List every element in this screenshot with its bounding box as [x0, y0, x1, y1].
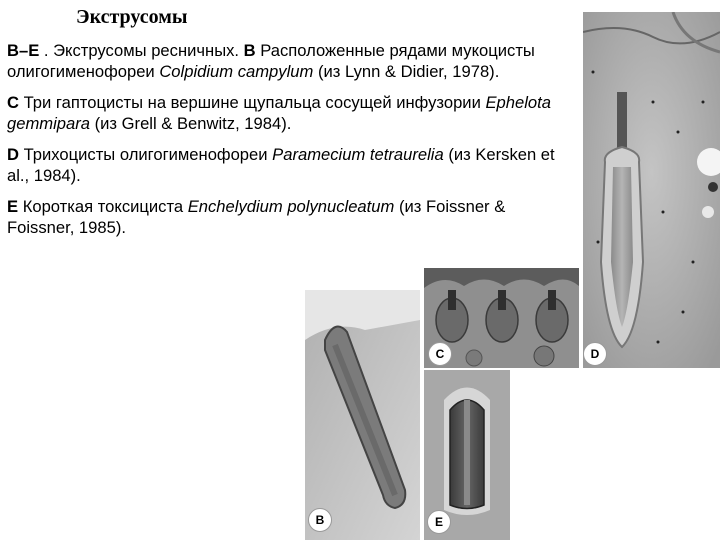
caption-paragraph-e: E Короткая токсициста Enchelydium polynucleatum (из Foissner & Foissner, 1985).: [7, 197, 506, 237]
figure-caption: [7, 40, 577, 248]
panel-label-e: E: [427, 510, 451, 534]
panel-label-c: C: [428, 342, 452, 366]
page-title: Экструсомы: [76, 6, 188, 28]
micrograph-panel-e: [424, 370, 510, 540]
micrograph-panel-c: [424, 268, 579, 368]
panel-label-d: D: [583, 342, 607, 366]
caption-paragraph-d: D Трихоцисты олигогименофореи Paramecium tetraurelia (из Kersken et al., 1984).: [7, 145, 555, 185]
micrograph-panel-b: [305, 290, 420, 540]
panel-label-b: B: [308, 508, 332, 532]
micrograph-panel-d: [583, 12, 720, 368]
mucocyst-micrograph: [305, 290, 420, 540]
caption-paragraph-b: B–E . Экструсомы ресничных. B Расположенные рядами мукоцисты олигогименофореи Colpidium campylum (из Lynn & Didier, 1978).: [7, 41, 535, 81]
caption-paragraph-c: C Три гаптоцисты на вершине щупальца сосущей инфузории Ephelota gemmipara (из Grell & Benwitz, 1984).: [7, 93, 551, 133]
trichocyst-micrograph: [583, 12, 720, 368]
